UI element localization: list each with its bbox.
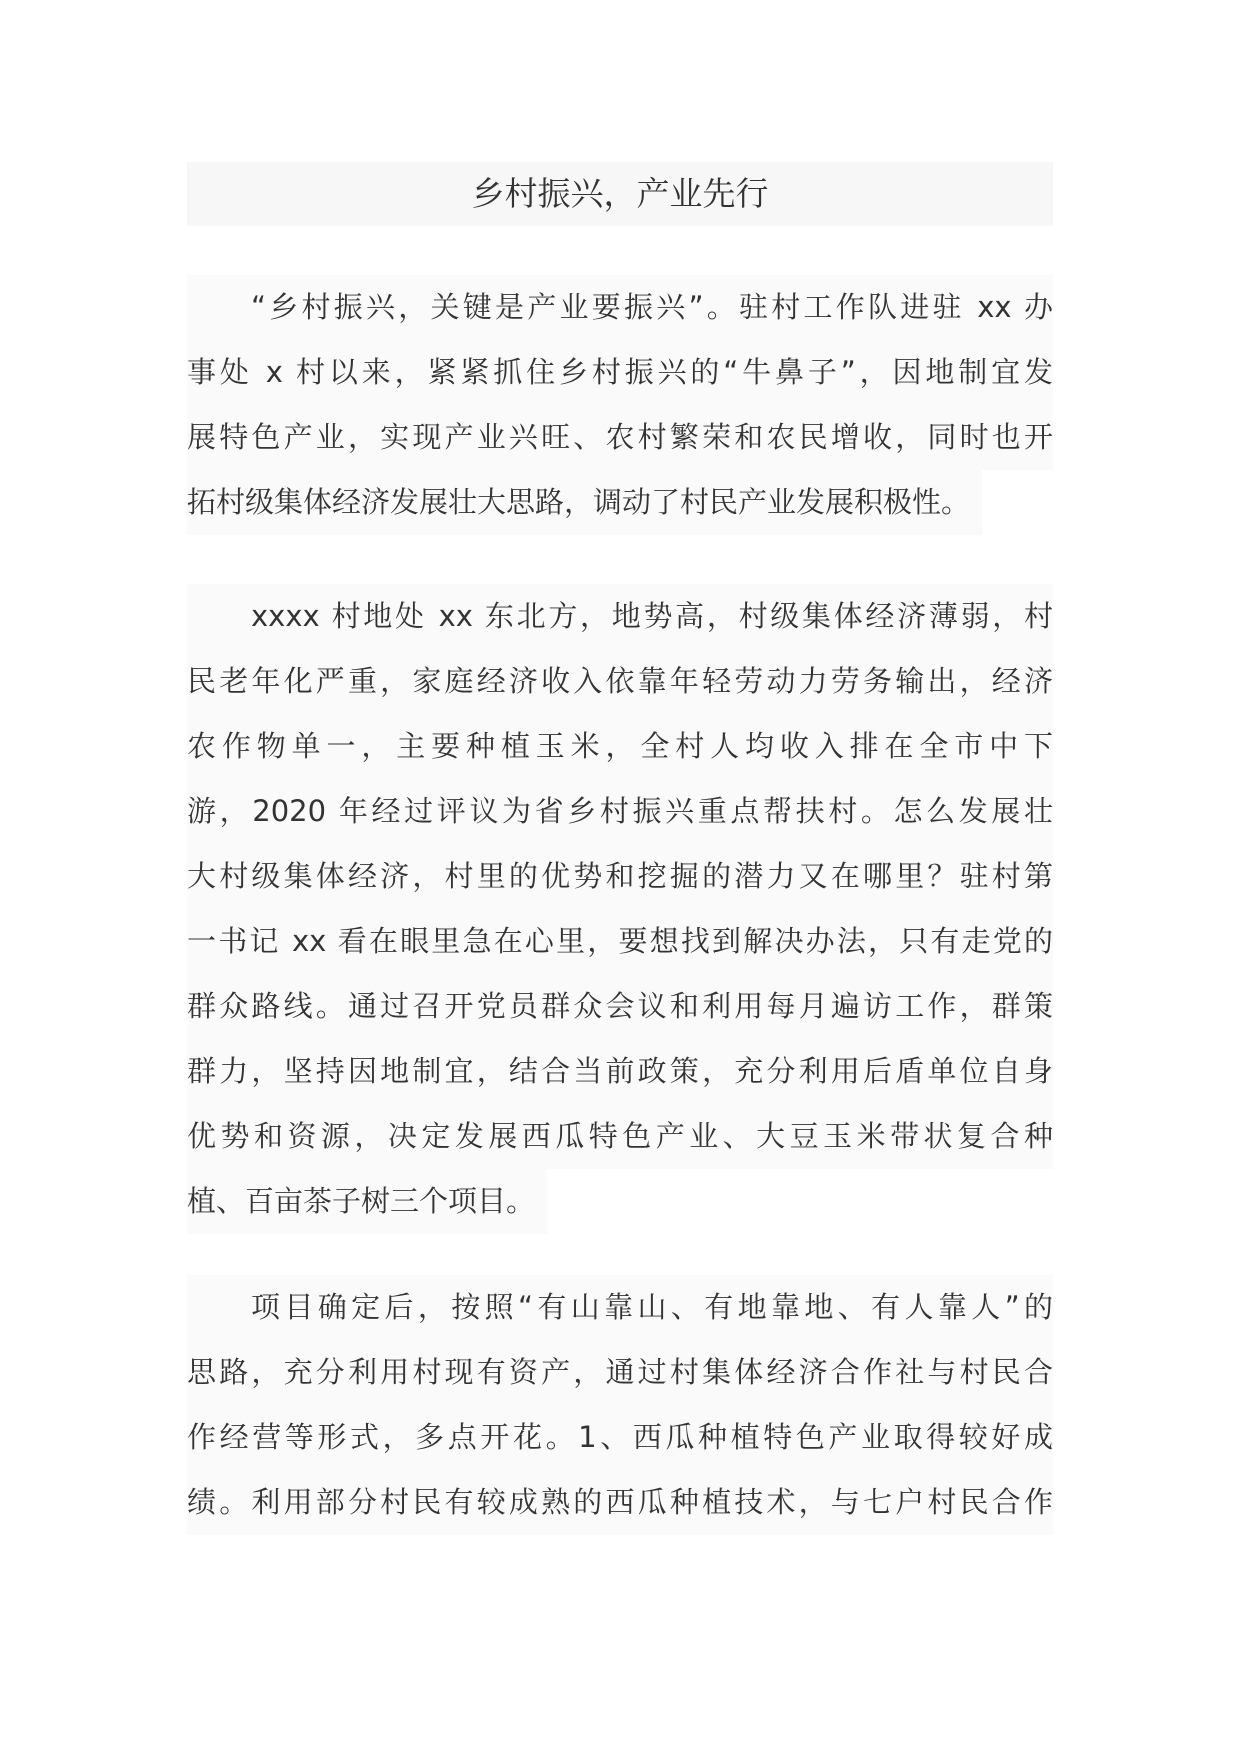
- paragraph-line: 思路，充分利用村现有资产，通过村集体经济合作社与村民合: [187, 1340, 1053, 1405]
- paragraph-line: 优势和资源，决定发展西瓜特色产业、大豆玉米带状复合种: [187, 1104, 1053, 1169]
- paragraph-line: 拓村级集体经济发展壮大思路，调动了村民产业发展积极性。: [187, 470, 982, 535]
- paragraph-line: 项目确定后，按照“有山靠山、有地靠地、有人靠人”的: [187, 1275, 1053, 1340]
- paragraph-line: 大村级集体经济，村里的优势和挖掘的潜力又在哪里？驻村第: [187, 844, 1053, 909]
- paragraph-line: 游，2020 年经过评议为省乡村振兴重点帮扶村。怎么发展壮: [187, 779, 1053, 844]
- paragraph-projects: [187, 1275, 1053, 1535]
- paragraph-line: 作经营等形式，多点开花。1、西瓜种植特色产业取得较好成: [187, 1405, 1053, 1470]
- paragraph-line: 植、百亩茶子树三个项目。: [187, 1169, 547, 1234]
- paragraph-line: 展特色产业，实现产业兴旺、农村繁荣和农民增收，同时也开: [187, 405, 1053, 470]
- paragraph-line: 事处 x 村以来，紧紧抓住乡村振兴的“牛鼻子”，因地制宜发: [187, 340, 1053, 405]
- paragraph-line: 农作物单一，主要种植玉米，全村人均收入排在全市中下: [187, 714, 1053, 779]
- paragraph-line: 绩。利用部分村民有较成熟的西瓜种植技术，与七户村民合作: [187, 1470, 1053, 1535]
- paragraph-line: “乡村振兴，关键是产业要振兴”。驻村工作队进驻 xx 办: [187, 275, 1053, 340]
- paragraph-background: [187, 584, 1053, 1234]
- paragraph-line: 一书记 xx 看在眼里急在心里，要想找到解决办法，只有走党的: [187, 909, 1053, 974]
- paragraph-line: 群众路线。通过召开党员群众会议和利用每月遍访工作，群策: [187, 974, 1053, 1039]
- document-title: 乡村振兴，产业先行: [187, 162, 1053, 226]
- paragraph-line: xxxx 村地处 xx 东北方，地势高，村级集体经济薄弱，村: [187, 584, 1053, 649]
- paragraph-line: 民老年化严重，家庭经济收入依靠年轻劳动力劳务输出，经济: [187, 649, 1053, 714]
- paragraph-intro: [187, 275, 1053, 535]
- paragraph-line: 群力，坚持因地制宜，结合当前政策，充分利用后盾单位自身: [187, 1039, 1053, 1104]
